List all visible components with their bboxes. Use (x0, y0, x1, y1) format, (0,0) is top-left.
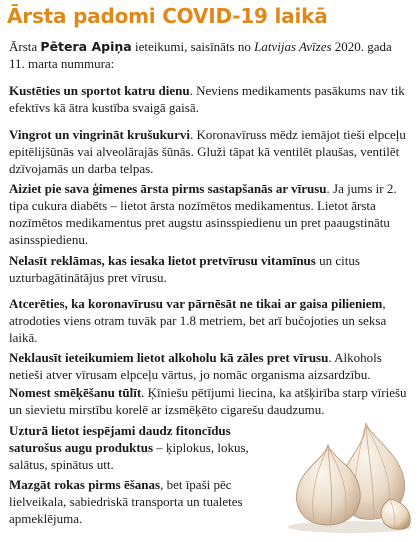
tip-9-heading: Mazgāt rokas pirms ēšanas (9, 477, 161, 492)
tip-3 (9, 180, 409, 248)
tip-4-text: un citus uzturbagātinātājus pret vīrusu. (9, 253, 360, 285)
tip-9 (9, 476, 267, 527)
source-name: Latvijas Avīzes (254, 39, 332, 54)
tip-1-text: . Neviens medikaments pasākums nav tik efektīvs kā ātra kustība svaigā gaisā. (9, 83, 405, 115)
intro-prefix: Ārsta (9, 39, 41, 54)
tip-8-heading: Uzturā lietot iespējami daudz fitoncīdus saturošus augu produktus (9, 423, 231, 455)
garlic-image (278, 415, 418, 535)
tip-5 (9, 295, 409, 346)
tip-5-text: , atrodoties viens otram tuvāk par 1.8 metriem, bet arī bučojoties un seksa laikā. (9, 296, 387, 345)
tip-6-text: . Alkohols netieši atver vīrusam elpceļu vārtus, jo nomāc organisma aizsardzību. (9, 350, 382, 382)
intro-suffix: 2020. gada 11. marta nummura: (9, 39, 392, 71)
tip-8 (9, 422, 267, 473)
tip-8-text: – ķiplokus, lokus, salātus, spinātus utt. (9, 440, 249, 472)
page-title: Ārsta padomi COVID-19 laikā (7, 4, 328, 28)
tip-1 (9, 82, 409, 116)
tip-2 (9, 126, 409, 177)
tip-1-heading: Kustēties un sportot katru dienu (9, 83, 190, 98)
tip-7-text: . Ķīniešu pētījumi liecina, ka atšķirība starp vīriešu un sievietu mirstību korelē ar izsmēķēto cigarešu daudzumu. (9, 385, 407, 417)
tip-2-heading: Vingrot un vingrināt krušukurvi (9, 127, 190, 142)
tip-6 (9, 349, 409, 383)
tip-5-heading: Atcerēties, ka koronavīrusu var pārnēsāt ne tikai ar gaisa pilieniem (9, 296, 383, 311)
tip-7 (9, 384, 409, 418)
doctor-name: Pētera Apiņa (40, 39, 132, 54)
tip-4-heading: Nelasīt reklāmas, kas iesaka lietot pretvīrusu vitamīnus (9, 253, 316, 268)
tip-6-heading: Neklausīt ieteikumiem lietot alkoholu kā zāles pret vīrusu (9, 350, 329, 365)
tip-9-text: , bet īpaši pēc lielveikala, sabiedriskā transporta un tualetes apmeklējuma. (9, 477, 243, 526)
intro-middle: ieteikumi, saisīnāts no (131, 39, 255, 54)
tip-7-heading: Nomest smēķēšanu tūlīt (9, 385, 142, 400)
tip-4 (9, 252, 409, 286)
tip-3-heading: Aiziet pie sava ģimenes ārsta pirms sastapšanās ar vīrusu (9, 181, 327, 196)
tip-3-text: . Ja jums ir 2. tipa cukura diabēts – lietot ārsta nozīmētos medikamentus. Lietot ārsta nozīmētos medikamentus pret augstu asinsspiedienu un pret paaugstinātu asinsspiedienu. (9, 181, 397, 247)
intro-paragraph (9, 38, 409, 72)
tip-2-text: . Koronavīruss mēdz iemājot tieši elpceļu epitēlijšūnās vai alveolārajās šūnās. Gluži tāpat kā ventilēt plaušas, ventilēt dzīvojamās un darba telpas. (9, 127, 406, 176)
